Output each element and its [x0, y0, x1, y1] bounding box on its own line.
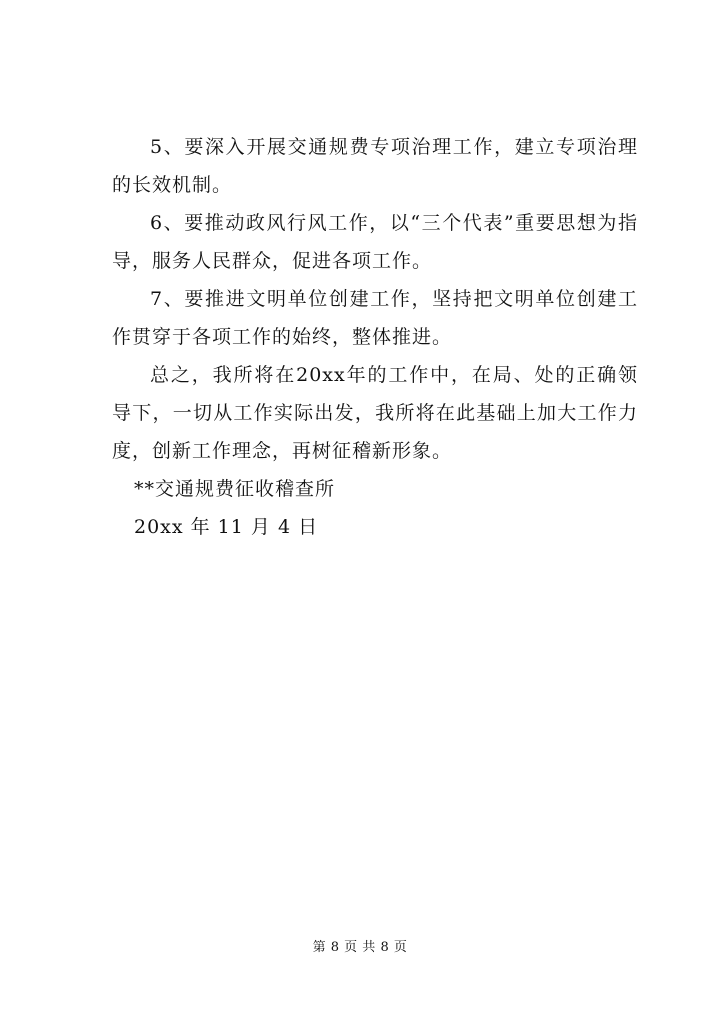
paragraph-item-7: 7、要推进文明单位创建工作，坚持把文明单位创建工作贯穿于各项工作的始终，整体推进。: [112, 288, 638, 348]
page-footer: [0, 936, 720, 955]
document-body: [112, 128, 638, 546]
paragraph-item-6: 6、要推动政风行风工作，以“三个代表”重要思想为指导，服务人民群众，促进各项工作。: [112, 212, 638, 272]
paragraph-summary: 总之，我所将在20xx年的工作中，在局、处的正确领导下，一切从工作实际出发，我所将在此基础上加大工作力度，创新工作理念，再树征稽新形象。: [112, 364, 638, 462]
signature-organization: **交通规费征收稽查所: [134, 478, 336, 500]
paragraph-item-5: 5、要深入开展交通规费专项治理工作，建立专项治理的长效机制。: [112, 136, 638, 196]
signature-date: 20xx 年 11 月 4 日: [134, 516, 319, 538]
page-number-label: 第 8 页 共 8 页: [312, 940, 408, 955]
